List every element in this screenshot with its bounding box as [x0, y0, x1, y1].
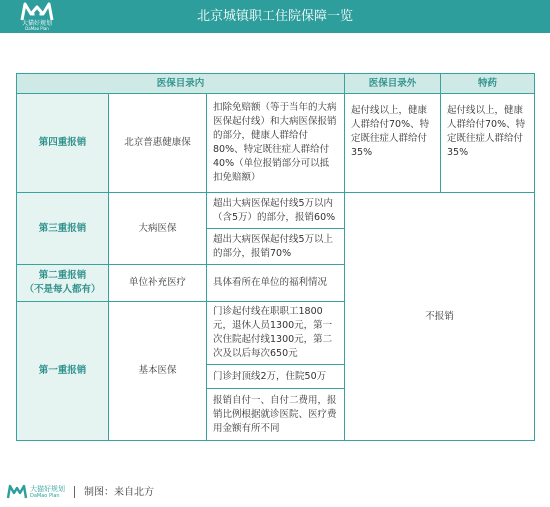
not-reimbursed-cell: [345, 193, 535, 441]
level-3-in-catalog-a: 超出大病医保起付线5万以内（含5万）的部分，报销60%: [207, 193, 345, 229]
brand-name: 大猫好规划: [21, 20, 52, 27]
level-3-in-catalog-b: 超出大病医保起付线5万以上的部分，报销70%: [207, 229, 345, 265]
level-3-label: 第三重报销: [17, 193, 109, 265]
footer-credit: 制图：来自北方: [84, 487, 154, 498]
footer-brand-logo: [6, 482, 76, 502]
level-4-out-catalog: 起付线以上，健康人群给付70%、特定既往症人群给付35%: [345, 94, 441, 193]
level-1-category: 基本医保: [109, 302, 207, 441]
level-2-label-cell: [17, 265, 109, 302]
level-1-in-catalog-a: 门诊起付线在职职工1800元，退休人员1300元，第一次住院起付线1300元，第二次及以后每次650元: [207, 302, 345, 365]
table-row-level3a: [17, 193, 535, 229]
table-header-row: [17, 74, 535, 94]
footer-brand-subtitle: DaMao Plan: [30, 493, 60, 499]
level-2-in-catalog: 具体看所在单位的福利情况: [207, 265, 345, 302]
level-1-in-catalog-c: 报销自付一、自付二费用，报销比例根据就诊医院、医疗费用金额有所不同: [207, 389, 345, 441]
page-title: 北京城镇职工住院保障一览: [196, 9, 353, 24]
col-header-in-catalog: 医保目录内: [17, 74, 345, 94]
coverage-table: [16, 73, 535, 441]
level-4-category: 北京普惠健康保: [109, 94, 207, 193]
not-reimbursed-label: 不报销: [425, 310, 454, 322]
cat-logo-icon: [6, 484, 28, 500]
level-4-in-catalog: 扣除免赔额（等于当年的大病医保起付线）和大病医保报销的部分，健康人群给付80%、特定既往症人群给付40%（单位报销部分可以抵扣免赔额）: [207, 94, 345, 193]
level-4-special-drugs: 起付线以上，健康人群给付70%、特定既往症人群给付35%: [441, 94, 535, 193]
table-row-level4: [17, 94, 535, 193]
level-2-note: （不是每人都有）: [24, 284, 101, 295]
footer-divider: [74, 486, 75, 498]
col-header-special-drugs: 特药: [441, 74, 535, 94]
level-4-label: 第四重报销: [17, 94, 109, 193]
level-3-category: 大病医保: [109, 193, 207, 265]
col-header-out-catalog: 医保目录外: [345, 74, 441, 94]
level-1-label: 第一重报销: [17, 302, 109, 441]
footer-brand-name: 大猫好规划: [30, 485, 65, 493]
level-1-in-catalog-b: 门诊封顶线2万，住院50万: [207, 365, 345, 389]
level-2-label: 第二重报销: [38, 270, 87, 281]
level-2-category: 单位补充医疗: [109, 265, 207, 302]
brand-subtitle: DaMao Plan: [25, 26, 49, 31]
top-banner: [0, 0, 550, 33]
